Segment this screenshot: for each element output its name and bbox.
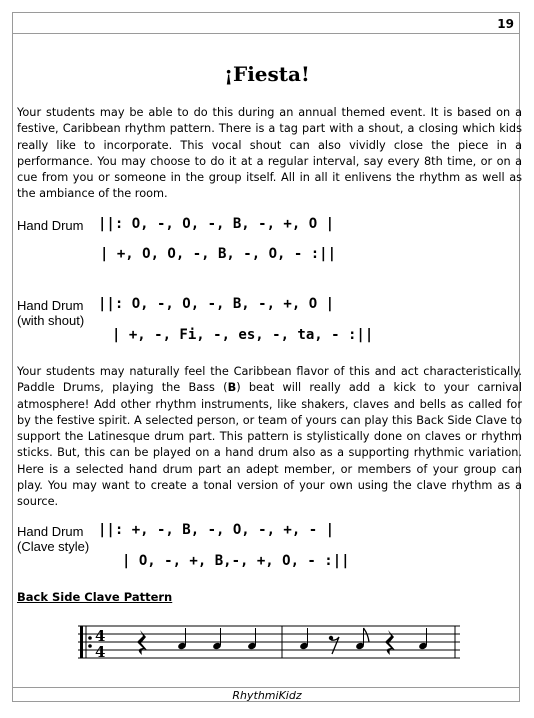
intro-paragraph: Your students may be able to do this during an annual themed event. It is based on a festive, Caribbean rhythm pattern. There is a tag part with a shout, a closing which kids really like to incorporate. This vocal shout can also vividly close the piece in a performance. You may choose to do it at a regular interval, say every 8th time, or on a cue from you or someone in the group itself. All in all it enlivens the rhythm as well as the ambiance of the room. (17, 106, 522, 201)
rhythm-line: ||: +, -, B, -, O, -, +, - | (98, 522, 335, 538)
clave-sublabel: (Clave style) (17, 539, 90, 554)
paragraph-text: Your students may naturally feel the Caribbean flavor of this and act characteristically. Paddle Drums, playing the Bass ( (17, 365, 522, 395)
hand-drum-label: Hand Drum (17, 218, 84, 233)
quarter-note (418, 628, 428, 650)
quarter-note (299, 628, 309, 650)
clave-heading: Back Side Clave Pattern (17, 590, 173, 604)
header-rule (12, 33, 520, 34)
body-paragraph (17, 364, 522, 511)
clave-staff (78, 622, 464, 666)
rhythm-line: ||: O, -, O, -, B, -, +, O | (98, 216, 335, 232)
rhythm-line: | +, O, O, -, B, -, O, - :|| (100, 246, 337, 262)
repeat-bar (80, 626, 83, 658)
time-signature-top: 4 (95, 627, 106, 645)
eighth-note (355, 628, 369, 650)
hand-drum-label: Hand Drum (17, 298, 84, 313)
rhythm-line: ||: O, -, O, -, B, -, +, O | (98, 296, 335, 312)
hand-drum-label: Hand Drum (17, 524, 84, 539)
quarter-note (212, 628, 222, 650)
paragraph-text: ) beat will really add a kick to your carnival atmosphere! Add other rhythm instruments, like shakers, claves and bells as called for by the festive spirit. A selected person, or team of yours can play this Back Side Clave to support the Latinesque drum part. This pattern is stylistically done on claves or rhythm sticks. But, this can be played on a hand drum also as a supporting rhythmic variation. Here is a selected hand drum part an adept member, or members of your group can play. You may want to create a tonal version of your own using the clave rhythm as a source. (17, 381, 522, 509)
footer-rule (12, 687, 520, 688)
page-title: ¡Fiesta! (224, 62, 310, 86)
page-number: 19 (497, 17, 514, 31)
quarter-note (177, 628, 187, 650)
footer-brand: RhythmiKidz (232, 689, 302, 702)
bass-symbol: B (227, 381, 237, 395)
rhythm-line: | +, -, Fi, -, es, -, ta, - :|| (112, 327, 374, 343)
time-signature-bottom: 4 (95, 643, 106, 661)
quarter-note (247, 628, 257, 650)
shout-sublabel: (with shout) (17, 313, 85, 328)
rhythm-line: | O, -, +, B,-, +, O, - :|| (122, 553, 350, 569)
eighth-rest (329, 636, 339, 654)
